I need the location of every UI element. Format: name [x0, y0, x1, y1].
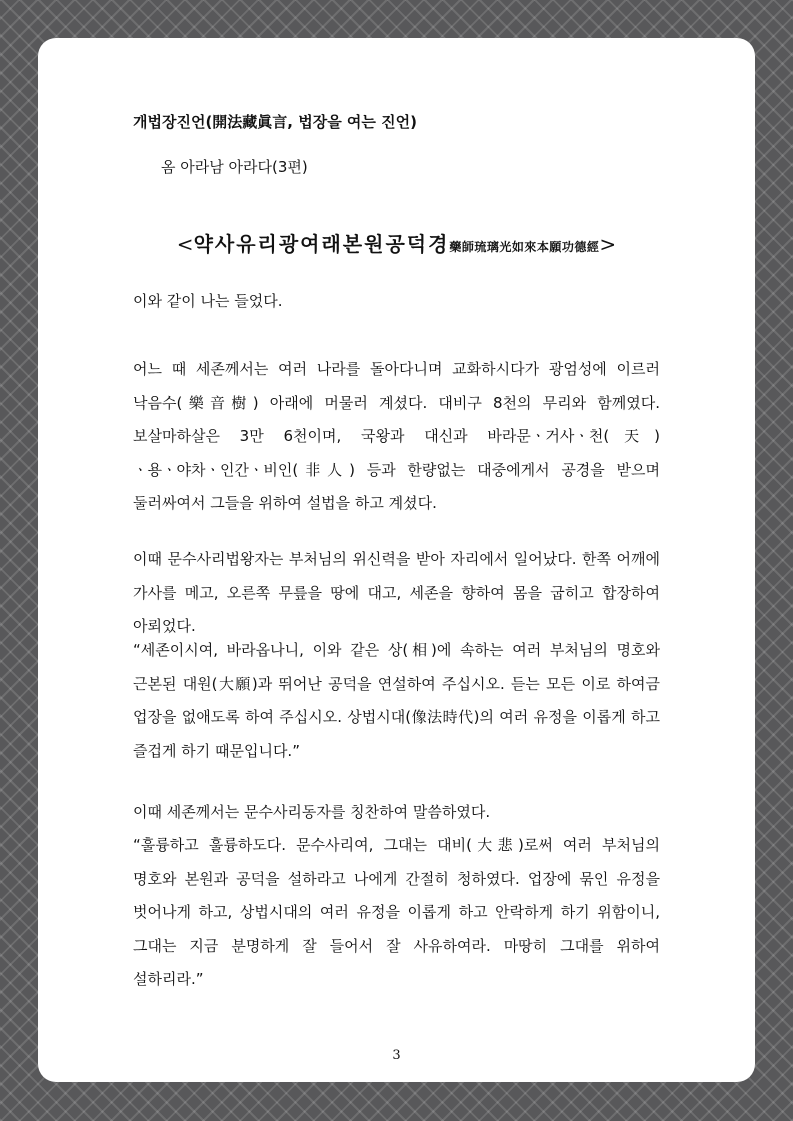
sutra-title: [38, 221, 755, 259]
title-hanja: 藥師琉璃光如來本願功德經: [449, 240, 600, 254]
title-korean: 약사유리광여래본원공덕경: [193, 232, 450, 256]
paragraph-opening: 이와 같이 나는 들었다.: [133, 292, 283, 310]
page-number: 3: [392, 1048, 401, 1063]
document-page: [38, 38, 755, 1082]
paragraph-manjushri-rises: 이때 문수사리법왕자는 부처님의 위신력을 받아 자리에서 일어났다. 한쪽 어깨에 가사를 메고, 오른쪽 무릎을 땅에 대고, 세존을 향하여 몸을 굽히고 합장하여 아뢰었다.: [133, 550, 660, 635]
section-heading: 개법장진언(開法藏眞言, 법장을 여는 진언): [133, 113, 417, 131]
paragraph-buddha-reply: “훌륭하고 훌륭하도다. 문수사리여, 그대는 대비(大悲)로써 여러 부처님의 명호와 본원과 공덕을 설하라고 나에게 간절히 청하였다. 업장에 묶인 유정을 벗어나게 하고, 상법시대의 여러 유정을 이롭게 하고 안락하게 하기 위함이니, 그대는 지금 분명하게 잘 들어서 잘 사유하여라. 마땅히 그대를 위하여 설하리라.”: [133, 836, 660, 988]
paragraph-assembly: 어느 때 세존께서는 여러 나라를 돌아다니며 교화하시다가 광엄성에 이르러 낙음수(樂音樹) 아래에 머물러 계셨다. 대비구 8천의 무리와 함께였다. 보살마하살은 3만 6천이며, 국왕과 대신과 바라문ㆍ거사ㆍ천(天)ㆍ용ㆍ야차ㆍ인간ㆍ비인(非人) 등과 한량없는 대중에게서 공경을 받으며 둘러싸여서 그들을 위하여 설법을 하고 계셨다.: [133, 360, 660, 512]
title-close-bracket: >: [599, 232, 617, 256]
paragraph-buddha-praises: 이때 세존께서는 문수사리동자를 칭찬하여 말씀하였다.: [133, 803, 491, 821]
paragraph-manjushri-request: “세존이시여, 바라옵나니, 이와 같은 상(相)에 속하는 여러 부처님의 명호와 근본된 대원(大願)과 뛰어난 공덕을 연설하여 주십시오. 듣는 모든 이로 하여금 업장을 없애도록 하여 주십시오. 상법시대(像法時代)의 여러 유정을 이롭게 하고 즐겁게 하기 때문입니다.”: [133, 641, 660, 760]
title-open-bracket: <: [176, 232, 194, 256]
mantra-line: 옴 아라남 아라다(3편): [161, 158, 308, 176]
